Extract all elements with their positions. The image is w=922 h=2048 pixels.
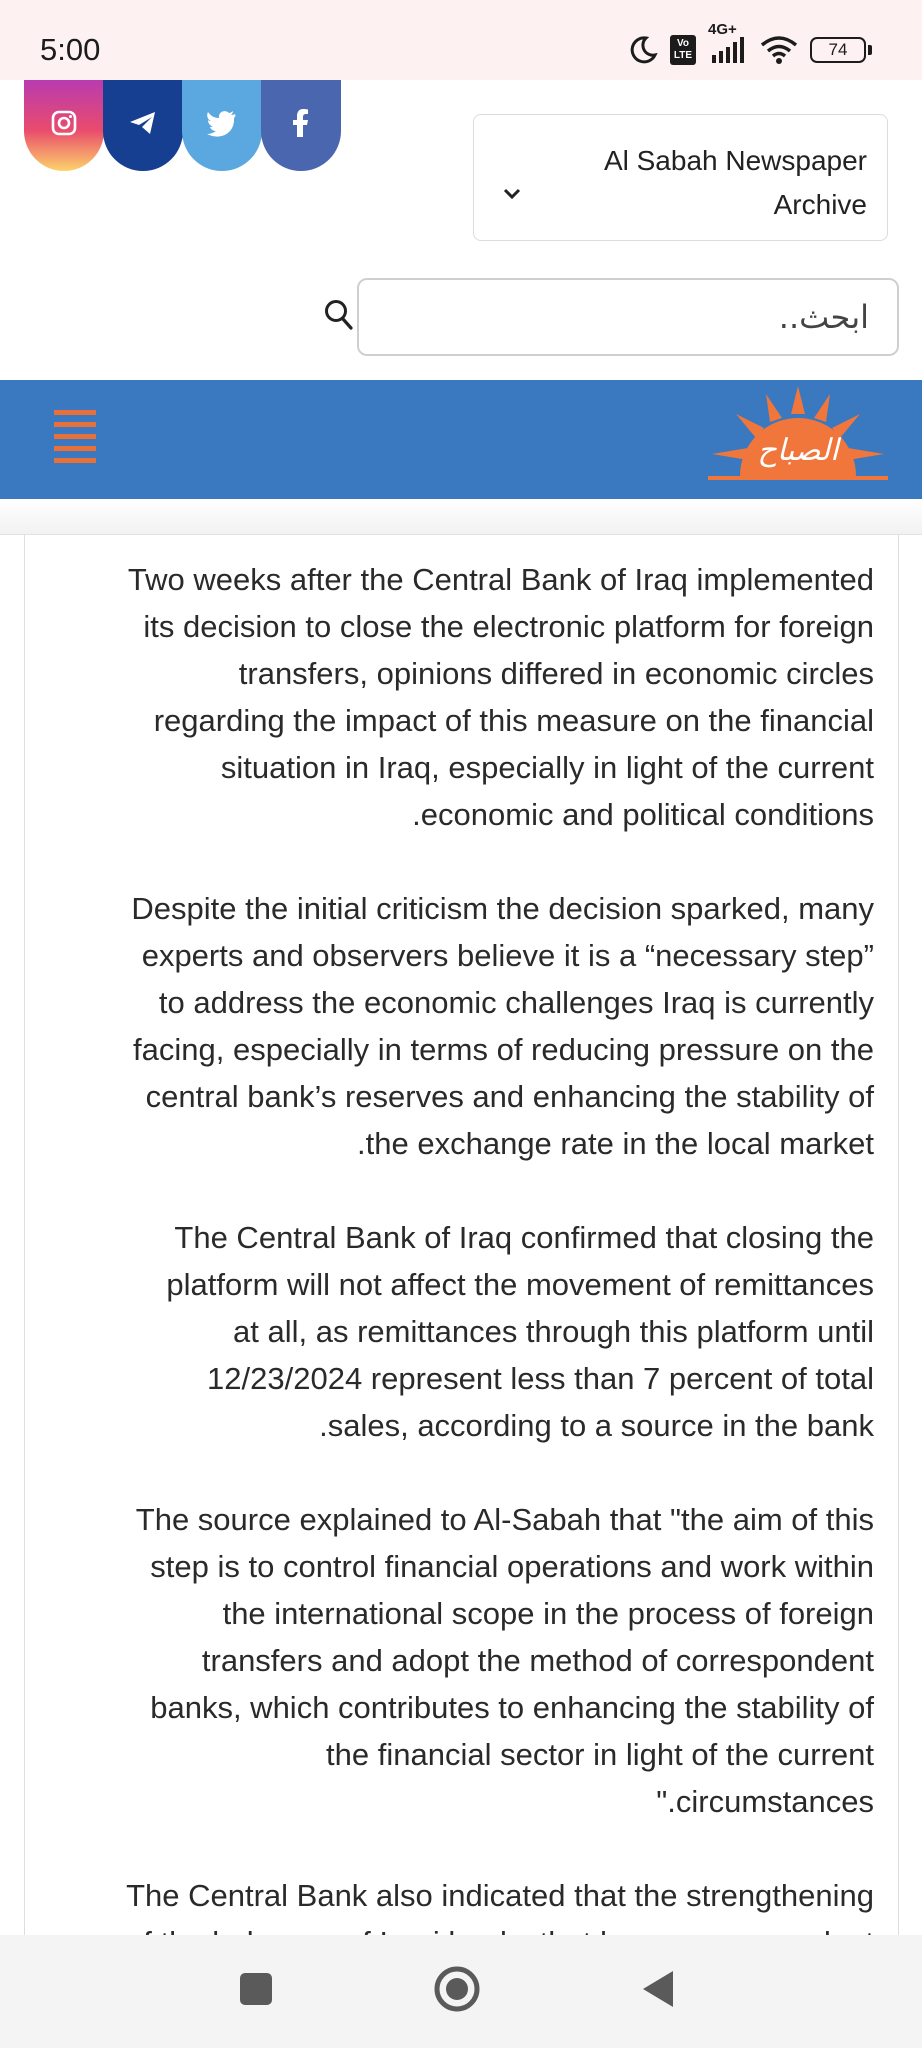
search-input[interactable] [357, 278, 899, 356]
wifi-icon [760, 35, 798, 65]
volte-icon: Vo LTE [670, 35, 696, 65]
article-paragraph: The Central Bank also indicated that the strengthening [126, 1878, 874, 1913]
signal-icon [708, 21, 748, 65]
home-button[interactable] [407, 1935, 507, 2048]
facebook-icon [293, 109, 309, 142]
back-button[interactable] [608, 1935, 708, 2048]
twitter-icon [207, 110, 237, 141]
recents-square-icon [239, 1972, 273, 2011]
instagram-icon [50, 109, 78, 142]
telegram-icon [128, 109, 158, 142]
article-paragraph: Two weeks after the Central Bank of Iraq implemented its decision to close the electronic platform for foreign transfers, opinions differed in economic circles regarding the impact of this measure on the financial situation in Iraq, especially in light of the current .economic and political conditions [127, 562, 874, 832]
article-paragraph: Despite the initial criticism the decision sparked, many experts and observers believe it is a “necessary step” to address the economic challenges Iraq is currently facing, especially in terms of reducing pressure on the central bank’s reserves and enhancing the stability of .the exchange rate in the local market [131, 891, 874, 1161]
article-paragraph: The source explained to Al-Sabah that "the aim of this step is to control financial operations and work within the international scope in the process of foreign transfers and adopt the method of correspondent banks, which contributes to enhancing the stability of the financial sector in light of the current ".circumstances [135, 1502, 874, 1819]
site-logo[interactable] [708, 384, 888, 499]
home-circle-icon [433, 1965, 481, 2018]
article-paragraph: The Central Bank of Iraq confirmed that closing the platform will not affect the movement of remittances at all, as remittances through this platform until 12/23/2024 represent less than 7 percent of total .sales, according to a source in the bank [166, 1220, 874, 1443]
moon-icon [628, 35, 658, 65]
instagram-button[interactable] [24, 80, 104, 171]
battery-icon: 74 [810, 37, 866, 63]
archive-label: Al Sabah Newspaper Archive [603, 145, 867, 220]
recents-button[interactable] [206, 1935, 306, 2048]
system-nav-bar [0, 1935, 922, 2048]
status-icons [628, 21, 866, 70]
header-divider [0, 499, 922, 535]
status-time: 5:00 [40, 32, 101, 67]
chevron-down-icon [502, 187, 522, 206]
site-header [0, 380, 922, 499]
archive-dropdown[interactable] [473, 114, 888, 241]
back-triangle-icon [641, 1969, 675, 2014]
telegram-button[interactable] [103, 80, 183, 171]
logo-text: الصباح [757, 433, 839, 468]
status-bar [0, 0, 922, 80]
network-type: 4G+ [708, 21, 737, 38]
hamburger-menu-icon[interactable] [54, 410, 96, 464]
article-body [24, 535, 899, 1935]
search-icon[interactable] [324, 299, 354, 336]
twitter-button[interactable] [182, 80, 262, 171]
facebook-button[interactable] [261, 80, 341, 171]
